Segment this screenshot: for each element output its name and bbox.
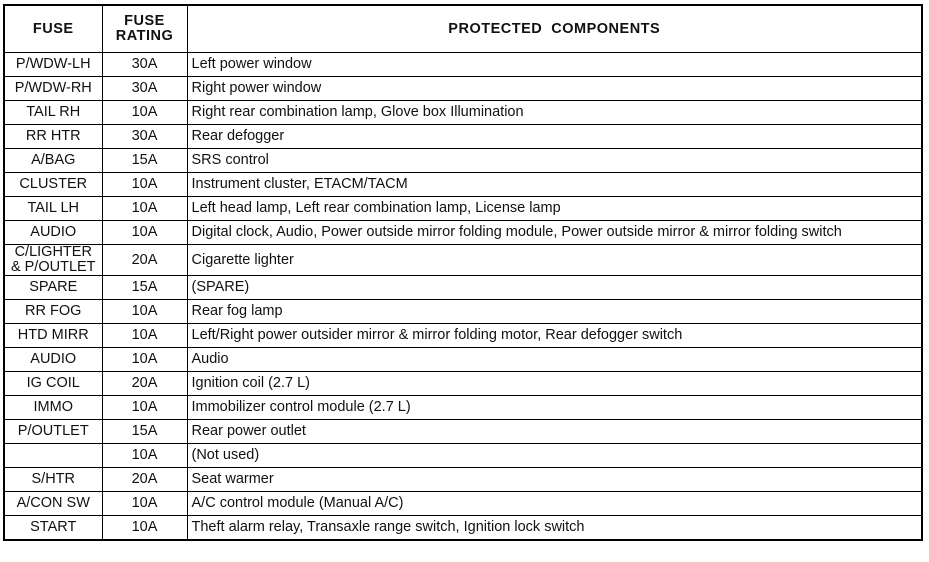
fuse-name-cell: AUDIO: [4, 348, 102, 372]
protected-components-cell: Rear defogger: [187, 125, 922, 149]
protected-components-cell: Seat warmer: [187, 468, 922, 492]
protected-components-cell: Cigarette lighter: [187, 245, 922, 276]
table-row: [4, 77, 922, 101]
protected-components-cell: SRS control: [187, 149, 922, 173]
protected-components-cell: Rear fog lamp: [187, 300, 922, 324]
protected-components-cell: Right rear combination lamp, Glove box Illumination: [187, 101, 922, 125]
protected-components-cell: Instrument cluster, ETACM/TACM: [187, 173, 922, 197]
fuse-name-cell: A/BAG: [4, 149, 102, 173]
fuse-name-cell: P/WDW-RH: [4, 77, 102, 101]
fuse-rating-cell: 10A: [102, 348, 187, 372]
fuse-name-cell: S/HTR: [4, 468, 102, 492]
table-row: [4, 173, 922, 197]
fuse-rating-cell: 30A: [102, 77, 187, 101]
table-row: [4, 468, 922, 492]
fuse-name-cell: START: [4, 516, 102, 541]
table-row: [4, 516, 922, 541]
table-row: [4, 53, 922, 77]
protected-components-cell: A/C control module (Manual A/C): [187, 492, 922, 516]
table-row: [4, 492, 922, 516]
protected-components-cell: Left power window: [187, 53, 922, 77]
fuse-name-cell: TAIL RH: [4, 101, 102, 125]
fuse-rating-cell: 30A: [102, 53, 187, 77]
fuse-table: [3, 4, 923, 541]
protected-components-cell: Right power window: [187, 77, 922, 101]
protected-components-cell: (SPARE): [187, 276, 922, 300]
fuse-name-cell: SPARE: [4, 276, 102, 300]
header-row: [4, 5, 922, 53]
table-row: [4, 221, 922, 245]
fuse-name-cell: P/WDW-LH: [4, 53, 102, 77]
header-fuse: FUSE: [4, 5, 102, 53]
fuse-name-cell: [4, 444, 102, 468]
fuse-rating-cell: 20A: [102, 468, 187, 492]
table-row: [4, 300, 922, 324]
table-row: [4, 348, 922, 372]
fuse-rating-cell: 10A: [102, 173, 187, 197]
protected-components-cell: Ignition coil (2.7 L): [187, 372, 922, 396]
table-row: [4, 276, 922, 300]
protected-components-cell: Audio: [187, 348, 922, 372]
fuse-rating-cell: 10A: [102, 101, 187, 125]
fuse-rating-cell: 10A: [102, 492, 187, 516]
fuse-rating-cell: 10A: [102, 197, 187, 221]
fuse-name-cell: C/LIGHTER & P/OUTLET: [4, 245, 102, 276]
table-row: [4, 372, 922, 396]
fuse-rating-cell: 30A: [102, 125, 187, 149]
protected-components-cell: Immobilizer control module (2.7 L): [187, 396, 922, 420]
table-row: [4, 197, 922, 221]
protected-components-cell: Digital clock, Audio, Power outside mirror folding module, Power outside mirror & mirror folding switch: [187, 221, 922, 245]
header-fuse-rating: FUSE RATING: [102, 5, 187, 53]
fuse-rating-cell: 15A: [102, 276, 187, 300]
fuse-name-cell: AUDIO: [4, 221, 102, 245]
fuse-rating-cell: 10A: [102, 221, 187, 245]
protected-components-cell: Left head lamp, Left rear combination lamp, License lamp: [187, 197, 922, 221]
protected-components-cell: Rear power outlet: [187, 420, 922, 444]
protected-components-cell: (Not used): [187, 444, 922, 468]
fuse-name-cell: HTD MIRR: [4, 324, 102, 348]
fuse-rating-cell: 15A: [102, 420, 187, 444]
fuse-name-cell: TAIL LH: [4, 197, 102, 221]
header-protected-components: PROTECTED COMPONENTS: [187, 5, 922, 53]
fuse-rating-cell: 10A: [102, 300, 187, 324]
table-row: [4, 420, 922, 444]
fuse-name-cell: IG COIL: [4, 372, 102, 396]
fuse-name-cell: A/CON SW: [4, 492, 102, 516]
fuse-rating-cell: 20A: [102, 372, 187, 396]
table-row: [4, 149, 922, 173]
fuse-rating-cell: 20A: [102, 245, 187, 276]
table-row: [4, 396, 922, 420]
fuse-name-cell: P/OUTLET: [4, 420, 102, 444]
protected-components-cell: Theft alarm relay, Transaxle range switch, Ignition lock switch: [187, 516, 922, 541]
table-row: [4, 101, 922, 125]
table-row: [4, 324, 922, 348]
fuse-rows: [4, 53, 922, 541]
protected-components-cell: Left/Right power outsider mirror & mirror folding motor, Rear defogger switch: [187, 324, 922, 348]
fuse-name-cell: CLUSTER: [4, 173, 102, 197]
fuse-rating-cell: 10A: [102, 396, 187, 420]
fuse-rating-cell: 10A: [102, 444, 187, 468]
fuse-name-cell: IMMO: [4, 396, 102, 420]
fuse-name-cell: RR FOG: [4, 300, 102, 324]
table-row: [4, 245, 922, 276]
fuse-rating-cell: 15A: [102, 149, 187, 173]
fuse-rating-cell: 10A: [102, 516, 187, 541]
table-row: [4, 444, 922, 468]
fuse-rating-cell: 10A: [102, 324, 187, 348]
fuse-name-cell: RR HTR: [4, 125, 102, 149]
table-row: [4, 125, 922, 149]
